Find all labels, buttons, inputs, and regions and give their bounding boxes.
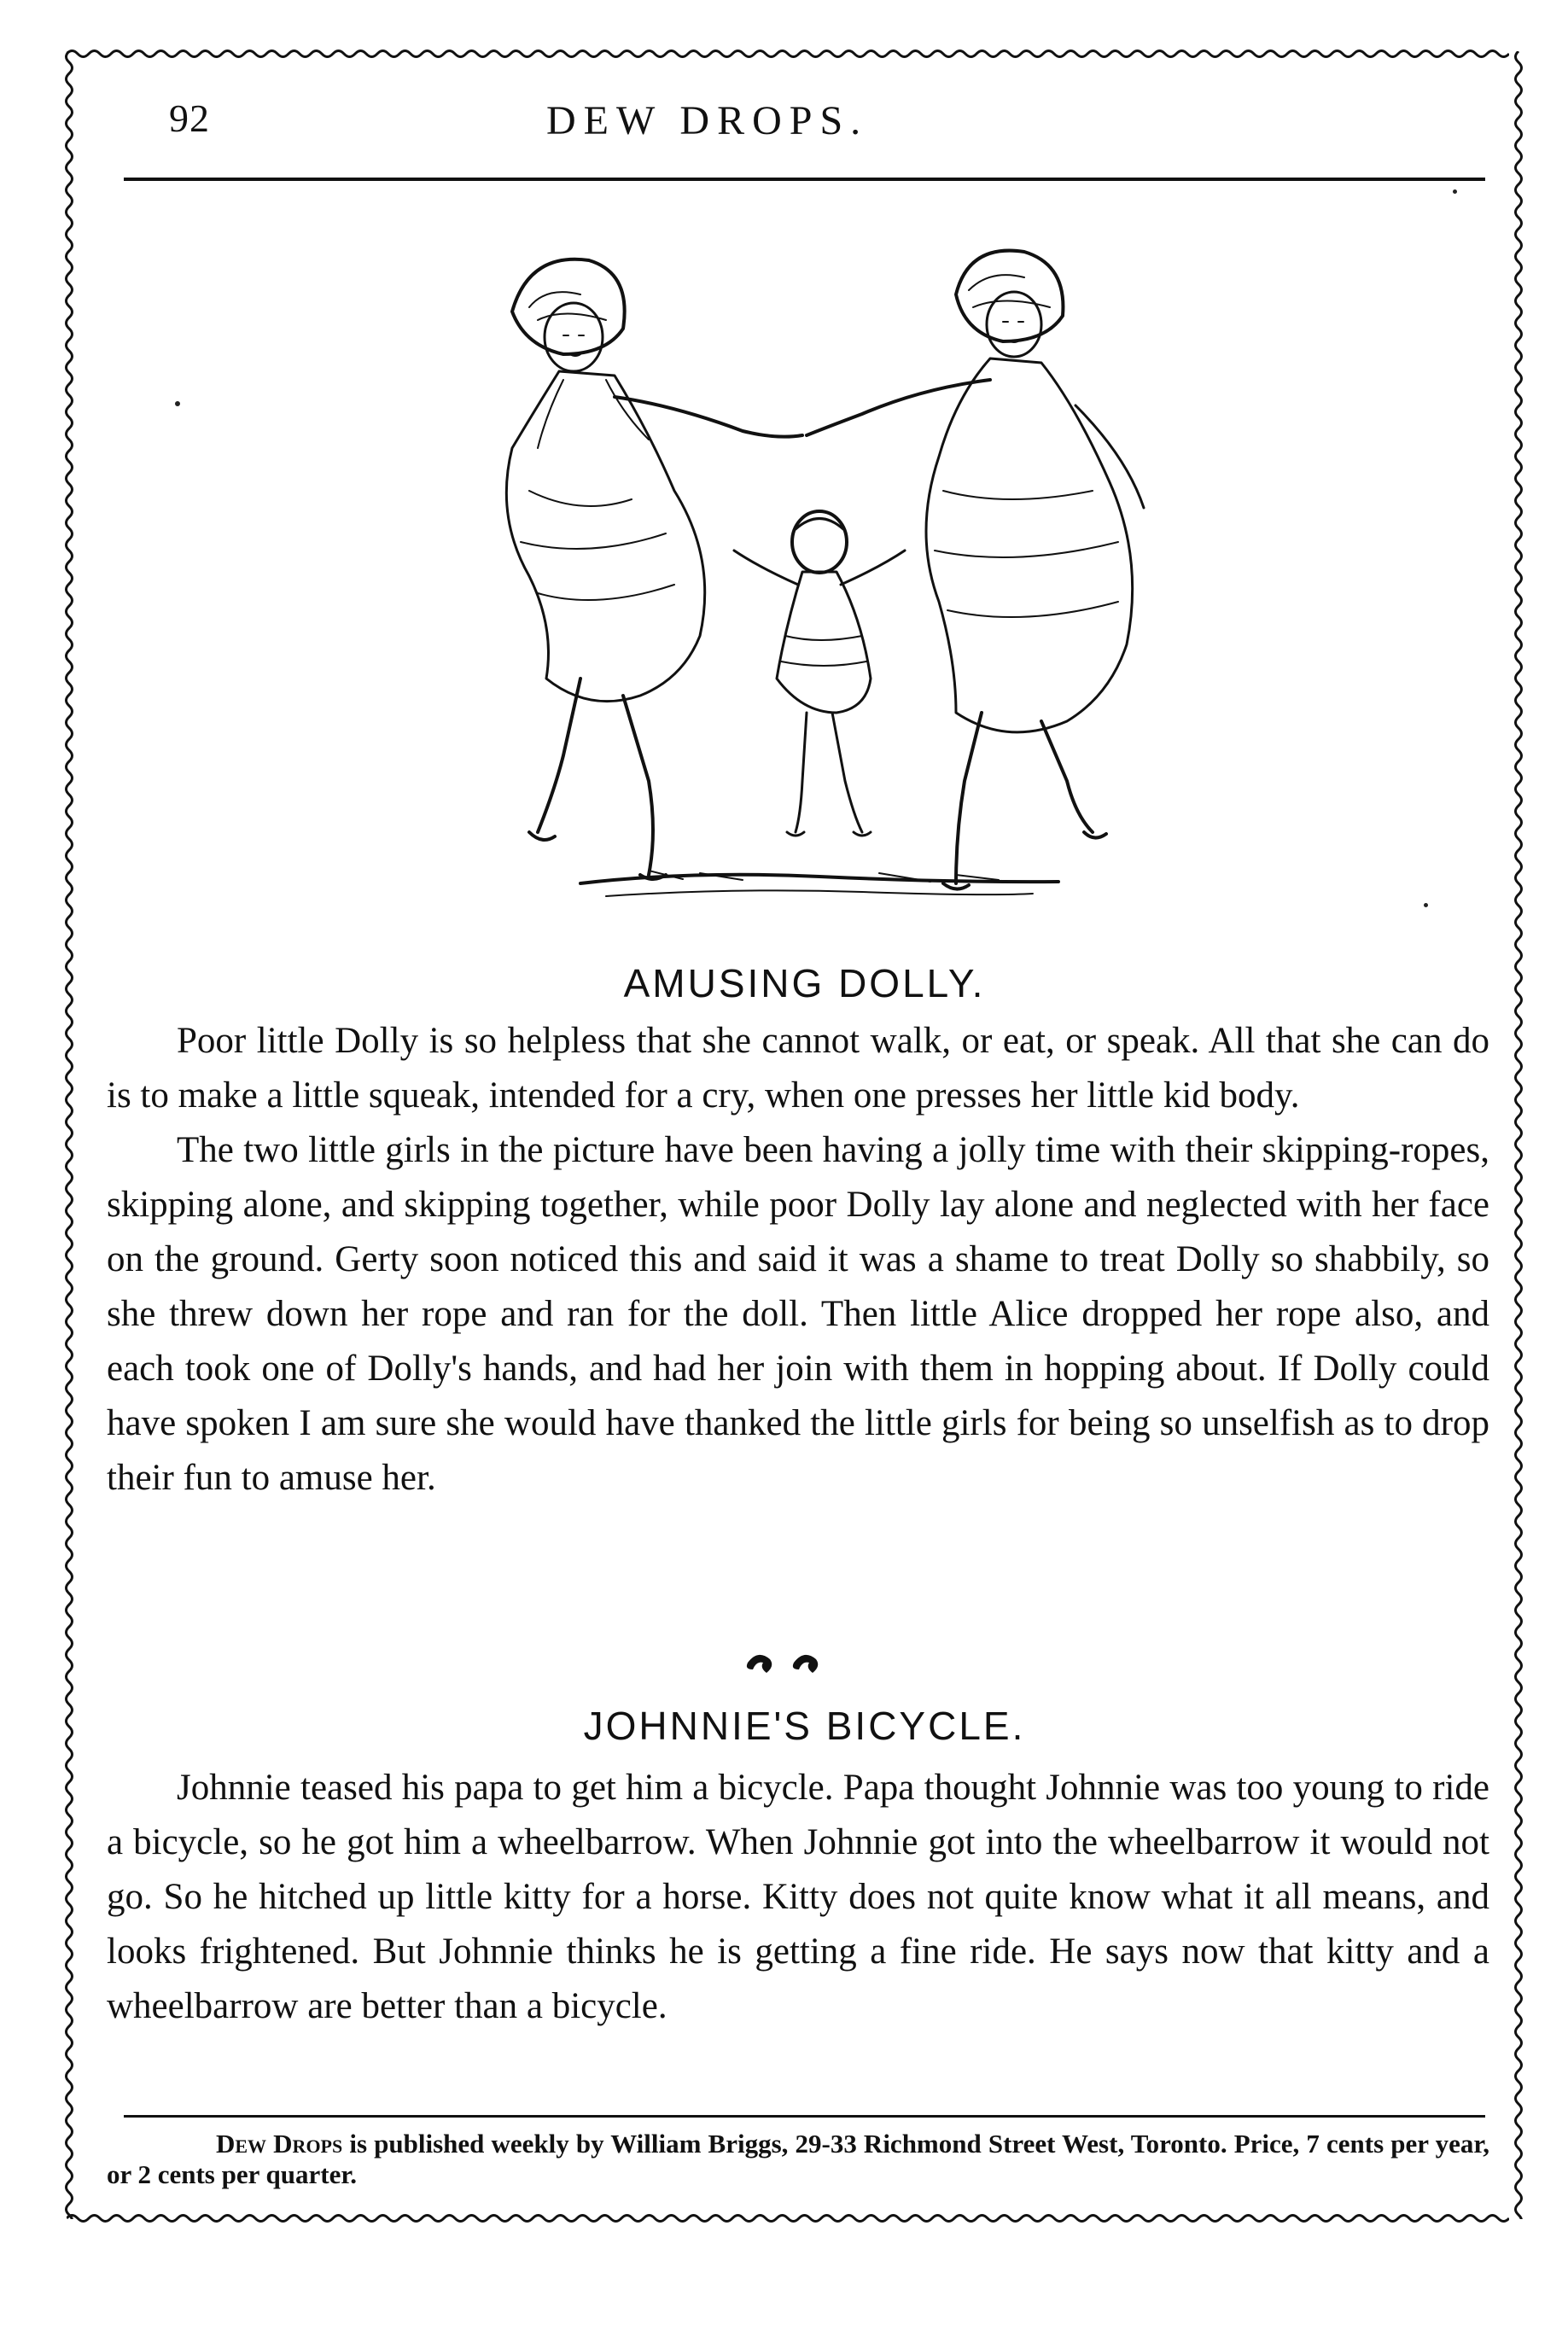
print-speck — [1424, 903, 1428, 907]
header-rule — [124, 178, 1485, 181]
story-paragraph: Johnnie teased his papa to get him a bicycle. Papa thought Johnnie was too young to ride a bicycle, so he got him a wheelbarrow. When Johnnie got into the wheelbarrow it would not go. So he hitched up little kitty for a horse. Kitty does not quite know what it all means, and looks frightened. But Johnnie thinks he is getting a fine ride. He says now that kitty and a wheelbarrow are better than a bicycle. — [107, 1768, 1489, 2026]
illustration-girls-with-doll — [478, 235, 1161, 935]
footer-rule — [124, 2115, 1485, 2118]
story-amusing-dolly — [107, 1014, 1489, 1506]
publication-notice — [107, 2129, 1489, 2190]
doll-figure — [734, 511, 905, 836]
left-girl-figure — [506, 259, 802, 879]
print-speck — [1453, 189, 1457, 194]
section-ornament-icon — [741, 1647, 835, 1681]
story-paragraph: The two little girls in the picture have been having a jolly time with their skipping-ropes, skipping alone, and skipping together, while poor Dolly lay alone and neglected with her face on the ground. Gerty soon noticed this and said it was a shame to treat Dolly so shabbily, so she threw down her rope and ran for the doll. Then little Alice dropped her rope also, and each took one of Dolly's hands, and had her join with them in hopping about. If Dolly could have spoken I am sure she would have thanked the little girls for being so unselfish as to drop their fun to amuse her. — [107, 1130, 1489, 1498]
border-left — [60, 51, 79, 2219]
running-title: DEW DROPS. — [546, 98, 869, 143]
border-right — [1509, 51, 1528, 2219]
publication-details: is published weekly by William Briggs, 29-33 Richmond Street West, Toronto. Price, 7 cents per year, or 2 cents per quarter. — [107, 2129, 1490, 2189]
right-girl-figure — [807, 251, 1144, 889]
story-heading-amusing-dolly: AMUSING DOLLY. — [623, 961, 986, 1005]
story-johnnies-bicycle — [107, 1761, 1489, 2034]
publication-name: Dew Drops — [216, 2129, 343, 2159]
page-number: 92 — [169, 96, 210, 140]
story-paragraph: Poor little Dolly is so helpless that she cannot walk, or eat, or speak. All that she can do is to make a little squeak, intended for a cry, when one presses her little kid body. — [107, 1021, 1489, 1116]
border-top — [67, 44, 1509, 63]
story-heading-johnnies-bicycle: JOHNNIE'S BICYCLE. — [583, 1704, 1026, 1748]
border-bottom — [67, 2209, 1509, 2228]
print-speck — [175, 401, 180, 406]
